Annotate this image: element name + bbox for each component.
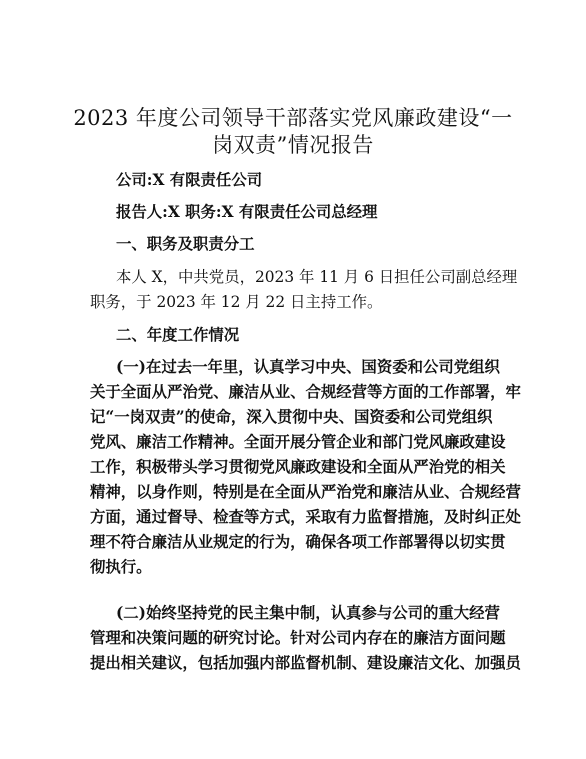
- para-2-line: 提出相关建议，包括加强内部监督机制、建设廉洁文化、加强员: [90, 654, 521, 672]
- section-1-line-1: 本人 X，中共党员，2023 年 11 月 6 日担任公司副总经理: [116, 268, 518, 286]
- para-1-line: 精神，以身作则，特别是在全面从严治党和廉洁从业、合规经营: [90, 483, 521, 501]
- para-1-line: 记“一岗双责”的使命，深入贯彻中央、国资委和公司党组织: [90, 408, 493, 426]
- para-1-line: 理不符合廉洁从业规定的行为，确保各项工作部署得以切实贯: [90, 533, 506, 551]
- section-1-heading: 一、职务及职责分工: [116, 235, 255, 253]
- company-line: 公司:X 有限责任公司: [116, 171, 263, 189]
- para-2-line: (二)始终坚持党的民主集中制，认真参与公司的重大经营: [116, 604, 500, 622]
- para-1-line: 关于全面从严治党、廉洁从业、合规经营等方面的工作部署，牢: [90, 383, 521, 401]
- section-1-line-2: 职务，于 2023 年 12 月 22 日主持工作。: [90, 293, 383, 311]
- section-2-heading: 二、年度工作情况: [116, 326, 240, 344]
- para-1-line: 工作，积极带头学习贯彻党风廉政建设和全面从严治党的相关: [90, 458, 506, 476]
- document-title-line-1: 2023 年度公司领导干部落实党风廉政建设“一: [73, 106, 513, 130]
- para-1-line: 方面，通过督导、检查等方式，采取有力监督措施，及时纠正处: [90, 508, 521, 526]
- para-2-line: 管理和决策问题的研究讨论。针对公司内存在的廉洁方面问题: [90, 629, 506, 647]
- document-title-line-2: 岗双责”情况报告: [212, 133, 374, 157]
- para-1-line: 彻执行。: [90, 558, 152, 576]
- para-1-line: (一)在过去一年里，认真学习中央、国资委和公司党组织: [116, 358, 500, 376]
- para-1-line: 党风、廉洁工作精神。全面开展分管企业和部门党风廉政建设: [90, 433, 506, 451]
- reporter-line: 报告人:X 职务:X 有限责任公司总经理: [116, 203, 378, 221]
